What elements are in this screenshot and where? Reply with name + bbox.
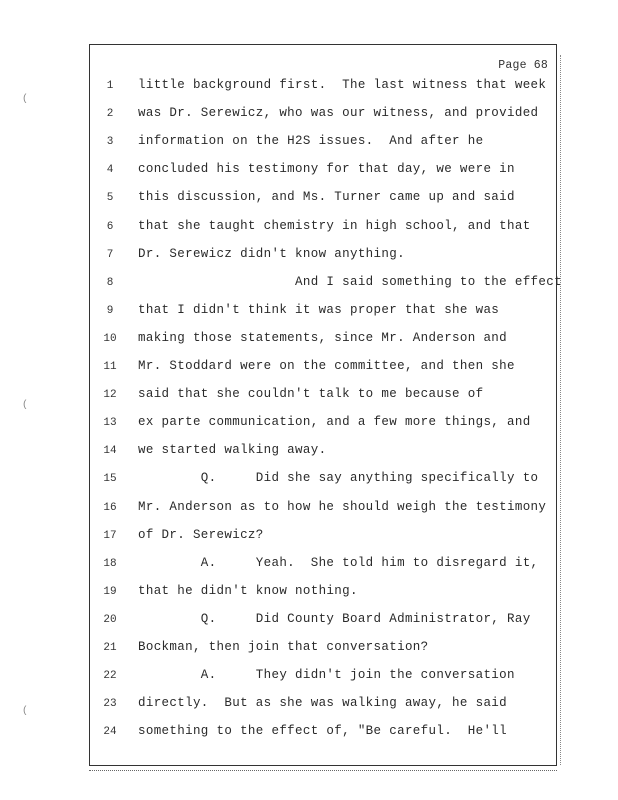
transcript-line [90, 584, 556, 604]
line-text: was Dr. Serewicz, who was our witness, and provided [138, 106, 539, 121]
line-text: Mr. Anderson as to how he should weigh the testimony [138, 499, 547, 514]
page-number-label: Page 68 [498, 59, 548, 72]
line-number: 24 [103, 726, 117, 739]
line-number: 15 [103, 473, 117, 486]
line-text: A. Yeah. She told him to disregard it, [138, 555, 539, 570]
line-number: 2 [106, 108, 114, 121]
binding-mark: ( [22, 706, 29, 717]
line-text: making those statements, since Mr. Anderson and [138, 330, 508, 345]
line-number: 11 [103, 361, 117, 373]
line-number: 16 [103, 501, 117, 514]
line-text: directly. But as she was walking away, he said [138, 696, 508, 711]
transcript-line [90, 219, 556, 239]
line-text: we started walking away. [138, 443, 327, 458]
line-text: Dr. Serewicz didn't know anything. [138, 246, 405, 261]
line-number: 10 [103, 332, 117, 345]
line-text: Q. Did she say anything specifically to [138, 471, 539, 486]
line-number: 4 [106, 164, 114, 177]
transcript-line [90, 359, 556, 379]
line-number: 3 [106, 136, 114, 149]
transcript-page [89, 44, 562, 766]
line-number: 14 [103, 445, 117, 458]
line-text: that he didn't know nothing. [138, 583, 358, 598]
transcript-line [90, 471, 556, 491]
transcript-line [90, 612, 556, 632]
transcript-line [90, 78, 556, 98]
transcript-line [90, 387, 556, 407]
line-text: of Dr. Serewicz? [138, 527, 264, 542]
line-number: 18 [103, 557, 117, 570]
line-text: said that she couldn't talk to me because of [138, 387, 484, 402]
line-text: And I said something to the effect [138, 274, 562, 289]
line-number: 17 [103, 529, 117, 542]
binding-mark: ( [22, 94, 29, 105]
line-text: this discussion, and Ms. Turner came up and said [138, 190, 515, 205]
transcript-line [90, 696, 556, 716]
line-text: that she taught chemistry in high school, and that [138, 218, 531, 233]
line-number: 23 [103, 698, 117, 711]
transcript-line [90, 331, 556, 351]
line-number: 6 [106, 220, 114, 233]
bottom-rule [89, 770, 557, 771]
transcript-line [90, 556, 556, 576]
transcript-line [90, 640, 556, 660]
line-number: 20 [103, 613, 117, 626]
transcript-line [90, 668, 556, 688]
line-number: 13 [103, 417, 117, 430]
line-number: 1 [106, 80, 114, 92]
line-number: 9 [106, 304, 114, 317]
line-number: 7 [106, 248, 114, 261]
transcript-line [90, 274, 562, 295]
transcript-line [90, 303, 556, 323]
transcript-line [90, 106, 556, 126]
line-text: A. They didn't join the conversation [138, 668, 515, 683]
line-number: 5 [106, 192, 114, 205]
transcript-line [90, 724, 556, 744]
transcript-line [90, 415, 556, 435]
line-text: concluded his testimony for that day, we were in [138, 162, 515, 177]
line-text: Q. Did County Board Administrator, Ray [138, 611, 531, 626]
transcript-line [90, 443, 556, 463]
right-margin-rule [560, 55, 561, 765]
transcript-line [90, 500, 556, 520]
line-text: that I didn't think it was proper that she was [138, 302, 500, 317]
transcript-line [90, 134, 556, 154]
binding-mark: ( [22, 400, 29, 411]
line-number: 8 [106, 276, 114, 289]
line-text: information on the H2S issues. And after he [138, 134, 484, 149]
line-number: 12 [103, 389, 117, 402]
transcript-line [90, 162, 556, 182]
transcript-line [90, 190, 556, 210]
line-text: something to the effect of, "Be careful. He'll [138, 724, 508, 739]
line-text: little background first. The last witness that week [138, 78, 547, 92]
line-text: Mr. Stoddard were on the committee, and then she [138, 359, 515, 373]
transcript-line [90, 528, 556, 548]
line-number: 21 [103, 642, 117, 654]
transcript-line [90, 247, 556, 267]
line-text: Bockman, then join that conversation? [138, 640, 429, 654]
line-number: 22 [103, 670, 117, 683]
line-number: 19 [103, 585, 117, 598]
line-text: ex parte communication, and a few more things, and [138, 415, 531, 430]
